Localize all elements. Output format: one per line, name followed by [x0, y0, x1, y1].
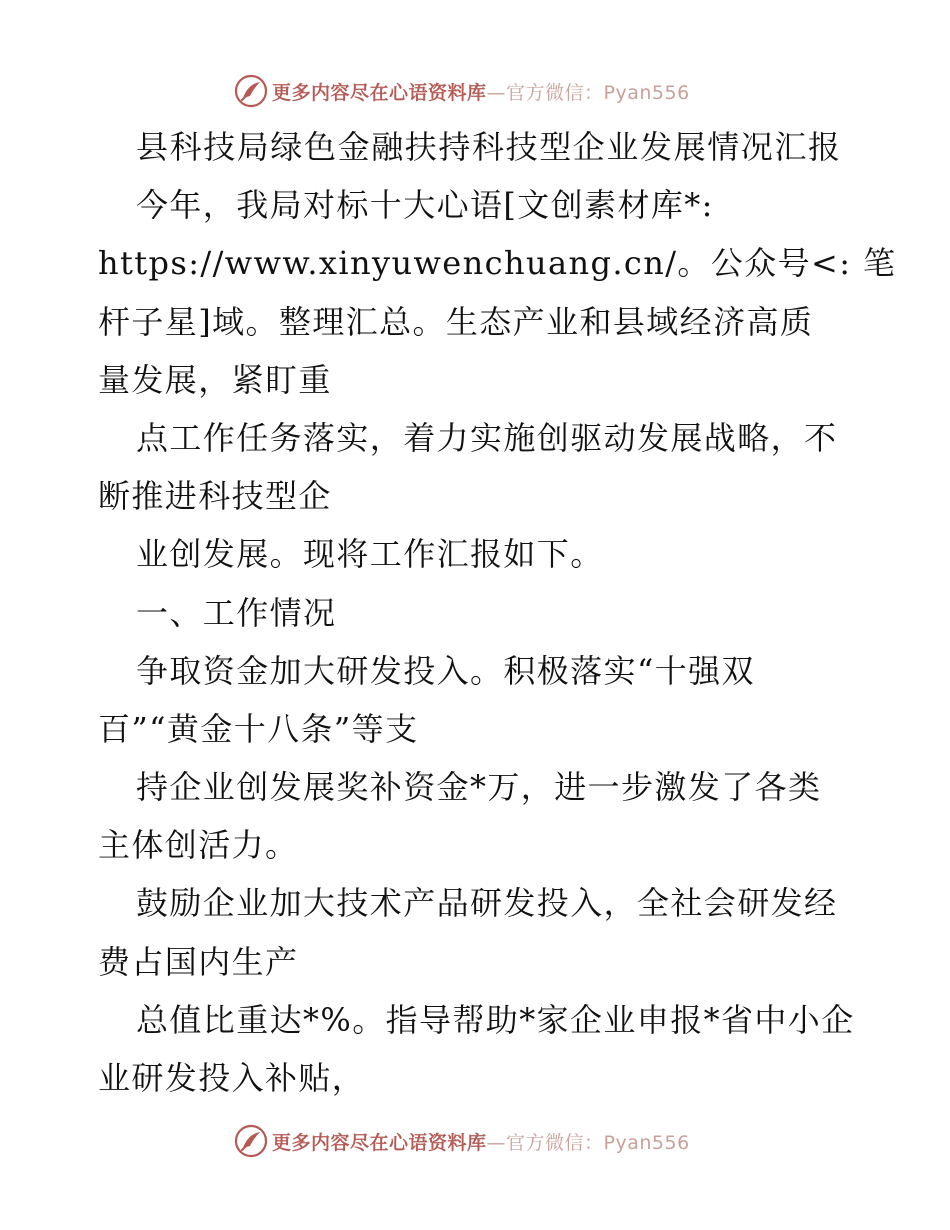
paragraph-line: 主体创活力。: [98, 826, 299, 865]
brush-logo-icon: [234, 74, 268, 108]
footer-watermark-text: 更多内容尽在心语资料库—官方微信：Pyan556: [272, 1131, 690, 1154]
paragraph-line: 业创发展。现将工作汇报如下。: [136, 535, 604, 574]
paragraph-line: 点工作任务落实，着力实施创驱动发展战略，不: [136, 418, 838, 457]
paragraph-line: 业研发投入补贴，: [98, 1059, 366, 1097]
paragraph-line: 杆子星]域。整理汇总。生态产业和县域经济高质: [98, 302, 814, 341]
footer-watermark: [234, 1121, 690, 1161]
paragraph-line: 断推进科技型企: [98, 477, 332, 516]
paragraph-line: 鼓励企业加大技术产品研发投入，全社会研发经: [136, 884, 838, 923]
paragraph-line: 费占国内生产: [98, 942, 299, 981]
document-title: 县科技局绿色金融扶持科技型企业发展情况汇报: [136, 128, 842, 166]
paragraph-line: 争取资金加大研发投入。积极落实“十强双: [136, 651, 755, 690]
paragraph-line: 持企业创发展奖补资金*万，进一步激发了各类: [136, 768, 822, 807]
paragraph-line: 总值比重达*%。指导帮助*家企业申报*省中小企: [136, 1000, 855, 1039]
brush-logo-icon: [234, 1124, 268, 1158]
paragraph-line: 今年，我局对标十大心语[文创素材库*:: [136, 186, 714, 225]
paragraph-line: 百”“黄金十八条”等支: [98, 709, 419, 748]
paragraph-line: 量发展，紧盯重: [98, 360, 332, 399]
paragraph-line: https://www.xinyuwenchuang.cn/。公众号<: 笔: [98, 244, 897, 283]
header-watermark-text: 更多内容尽在心语资料库—官方微信：Pyan556: [272, 81, 690, 104]
header-watermark: [234, 71, 690, 111]
section-heading: 一、工作情况: [136, 593, 337, 632]
document-body: [98, 118, 897, 1107]
